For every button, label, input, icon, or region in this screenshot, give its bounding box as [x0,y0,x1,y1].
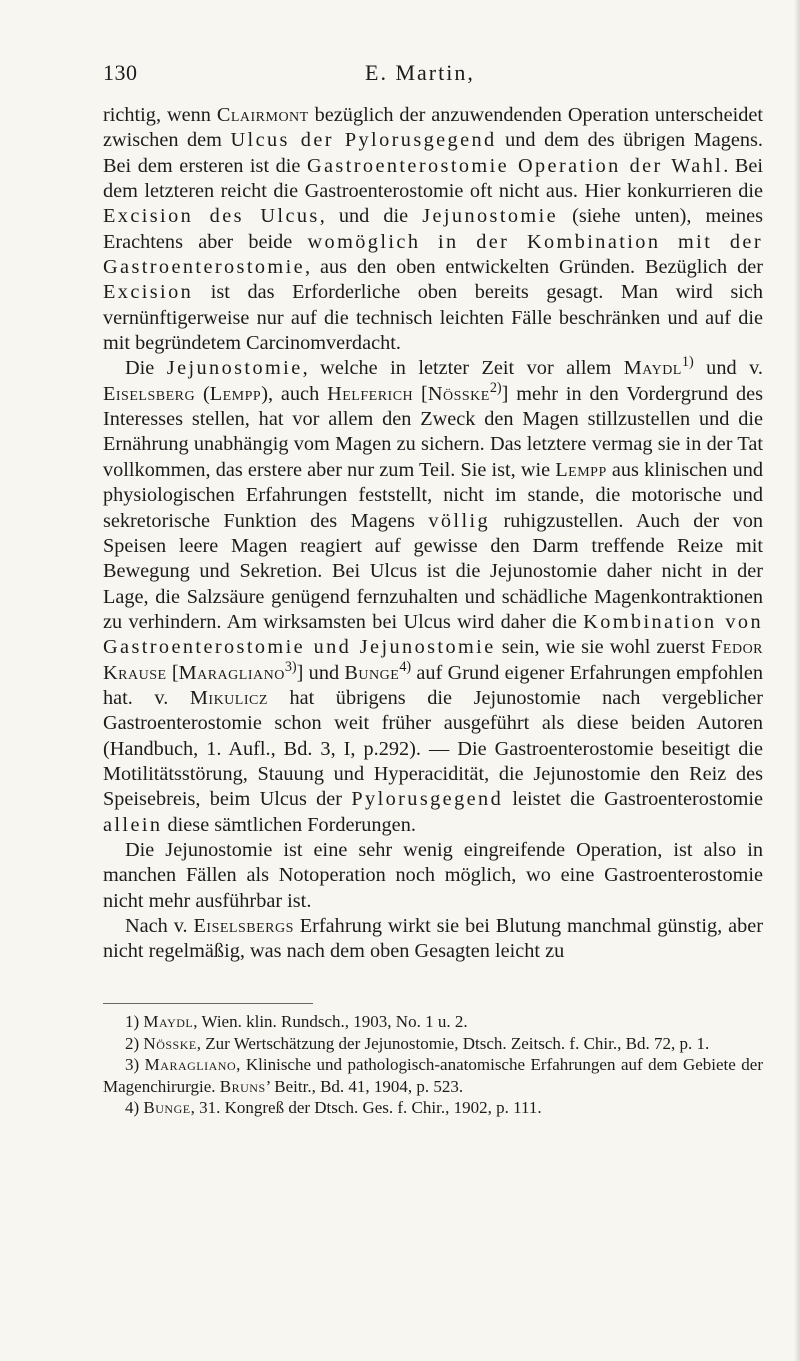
paragraphs.1-run: Die [125,357,167,380]
paragraphs.1-run: leistet die Gastroenterostomie [503,788,763,811]
body-text [103,103,763,965]
paragraph-1 [103,103,763,356]
page-number: 130 [103,60,138,85]
paragraphs.1-run: 2) [489,380,502,397]
paragraphs.1-run: Nösske [427,382,490,405]
footnotes.2-run: 3) [125,1055,145,1074]
paragraphs.1-run: Bunge [344,661,400,684]
footnotes.2-run: ’ Beitr., Bd. 41, 1904, p. 523. [265,1076,464,1096]
paragraph-2 [103,356,763,838]
paragraphs.1-run: ] mehr in den Vordergrund des Interesses stellen, hat vor allem den Zweck den Magen stillzustellen und die Ernährung unabhängig vom Magen zu sichern. Das letztere vermag sie in der Tat vollkommen, das erstere aber nur zum Teil. Sie ist, wie [103,382,764,481]
footnotes.1-run: 2) [125,1033,144,1053]
paragraphs.0-run: ist das Erforderliche oben bereits gesagt. Man wird sich vernünftigerweise nur auf die technisch leichten Fälle beschränken und auf die mit begründetem Carcinomverdacht. [103,281,763,355]
paragraph-4 [103,914,763,965]
paragraphs.1-run: , welche in letzter Zeit vor allem [302,357,624,380]
paragraphs.1-run: ( [195,382,210,405]
paragraphs.0-run: bezüglich der anzuwendenden Operation unterscheidet zwischen dem [103,104,763,152]
page-edge-shadow [794,0,800,1361]
footnotes.0-run: , Wien. klin. Rundsch., 1903, No. 1 u. 2. [193,1012,468,1031]
paragraphs.1-run: ] und [296,661,345,684]
paragraphs.0-run: , und die [319,205,423,228]
paragraphs.1-run: [ [413,382,428,405]
paragraphs.3-run: Eiselsbergs [193,915,294,937]
page-header [0,60,800,90]
footnote-4 [103,1097,763,1119]
footnotes.0-run: Maydl [143,1012,194,1031]
paragraphs.1-run: ), auch [261,382,328,405]
paragraphs.1-run: Jejunostomie [166,357,303,380]
paragraphs.1-run: Fedor Krause [103,636,764,684]
paragraphs.0-run: womöglich in der Kombination mit der Gastroenterostomie [103,230,763,279]
paragraphs.1-run: Pylorusgegend [351,788,504,811]
footnote-1 [103,1011,763,1033]
paragraphs.0-run: Jejunostomie [422,205,559,228]
footnotes [103,1011,763,1119]
paragraphs.1-run: diese sämtlichen Forderungen. [162,813,416,836]
footnotes.1-run: Nösske [143,1033,197,1053]
paragraphs.0-run: Excision [103,281,194,304]
paragraphs.1-run: 4) [399,658,412,675]
paragraphs.1-run: und v. [693,357,763,380]
paragraphs.0-run: und dem des übrigen Magens. Bei dem ersteren ist die [103,129,763,177]
paragraphs.1-run: 1) [681,354,694,371]
paragraphs.1-run: aus klinischen und physiologischen Erfahrungen feststellt, nicht im stande, die motorische und sekretorische Funktion des Magens [103,458,764,532]
paragraphs.1-run: Helferich [327,382,414,405]
paragraphs.1-run: [ [166,661,179,684]
paragraphs.1-run: allein [103,813,163,836]
paragraphs.1-run: Maydl [623,357,682,380]
paragraphs.0-run: richtig, wenn [103,104,217,126]
paragraphs.2-run: Die Jejunostomie ist eine sehr wenig eingreifende Operation, ist also in manchen Fällen als Notoperation noch möglich, wo eine Gastroenterostomie nicht mehr ausführbar ist. [103,838,763,912]
running-head: E. Martin, [365,60,475,85]
paragraphs.0-run: Gastroenterostomie Operation der Wahl [306,154,724,177]
footnote-rule [103,1003,313,1004]
footnotes.1-run: , Zur Wertschätzung der Jejunostomie, Dtsch. Zeitsch. f. Chir., Bd. 72, p. 1. [196,1033,710,1053]
paragraphs.1-run: 3) [284,658,297,675]
paragraphs.1-run: hat übrigens die Jejunostomie nach vergeblicher Gastroenterostomie schon weit früher ausgeführt als diese beiden Autoren (Handbuch, 1. Aufl., Bd. 3, I, p.292). — Die Gastroenterostomie beseitigt die Motilitätsstörung, Stauung und Hyperacidität, die Jejunostomie den Reiz des Speisebreis, beim Ulcus der [103,686,763,811]
footnotes.3-run: Bunge [143,1098,191,1117]
paragraphs.1-run: auf Grund eigener Erfahrungen empfohlen hat. v. [103,661,763,709]
footnotes.2-run: , Klinische und pathologisch-anatomische Erfahrungen auf dem Gebiete der Magenchirurgie. [103,1055,764,1096]
paragraphs.1-run: sein, wie sie wohl zuerst [495,636,712,659]
footnote-3 [103,1054,763,1097]
footnotes.2-run: Bruns [219,1076,266,1096]
paragraphs.1-run: Lempp [555,458,607,481]
footnotes.2-run: Maragliano [144,1055,237,1074]
paragraphs.1-run: Maragliano [178,661,285,684]
paragraphs.0-run: (siehe unten), meines Erachtens aber beide [103,205,764,253]
paragraphs.1-run: Eiselsberg [103,382,196,405]
footnotes.3-run: , 31. Kongreß der Dtsch. Ges. f. Chir., 1902, p. 111. [190,1098,542,1117]
paragraph-3 [103,838,763,914]
footnote-2 [103,1033,763,1055]
paragraphs.1-run: ruhigzustellen. Auch der von Speisen leere Magen reagiert auf gewisse den Darm treffende Reize mit Bewegung und Sekretion. Bei Ulcus ist die Jejunostomie daher nicht in der Lage, die Salzsäure genügend fernzuhalten und schädliche Magenkontraktionen zu verhindern. Am wirksamsten bei Ulcus wird daher die [103,509,763,633]
paragraphs.0-run: . Bei dem letzteren reicht die Gastroenterostomie oft nicht aus. Hier konkurrieren die [103,154,763,203]
paragraphs.1-run: Lempp [209,382,262,405]
paragraphs.1-run: Kombination von Gastroenterostomie und Jejunostomie [103,610,763,659]
footnotes.3-run: 4) [125,1098,144,1117]
paragraphs.0-run: Clairmont [216,104,309,126]
paragraphs.0-run: , aus den oben entwickelten Gründen. Bezüglich der [305,256,763,279]
paragraphs.3-run: Erfahrung wirkt sie bei Blutung manchmal günstig, aber nicht regelmäßig, was nach dem oben Gesagten leicht zu [103,915,764,963]
paragraphs.0-run: Ulcus der Pylorusgegend [230,129,497,152]
paragraphs.3-run: Nach v. [125,915,194,937]
paragraphs.1-run: völlig [428,509,491,532]
paragraphs.0-run: Excision des Ulcus [103,205,320,228]
paragraphs.1-run: Mikulicz [189,686,268,709]
footnotes.0-run: 1) [125,1012,144,1031]
